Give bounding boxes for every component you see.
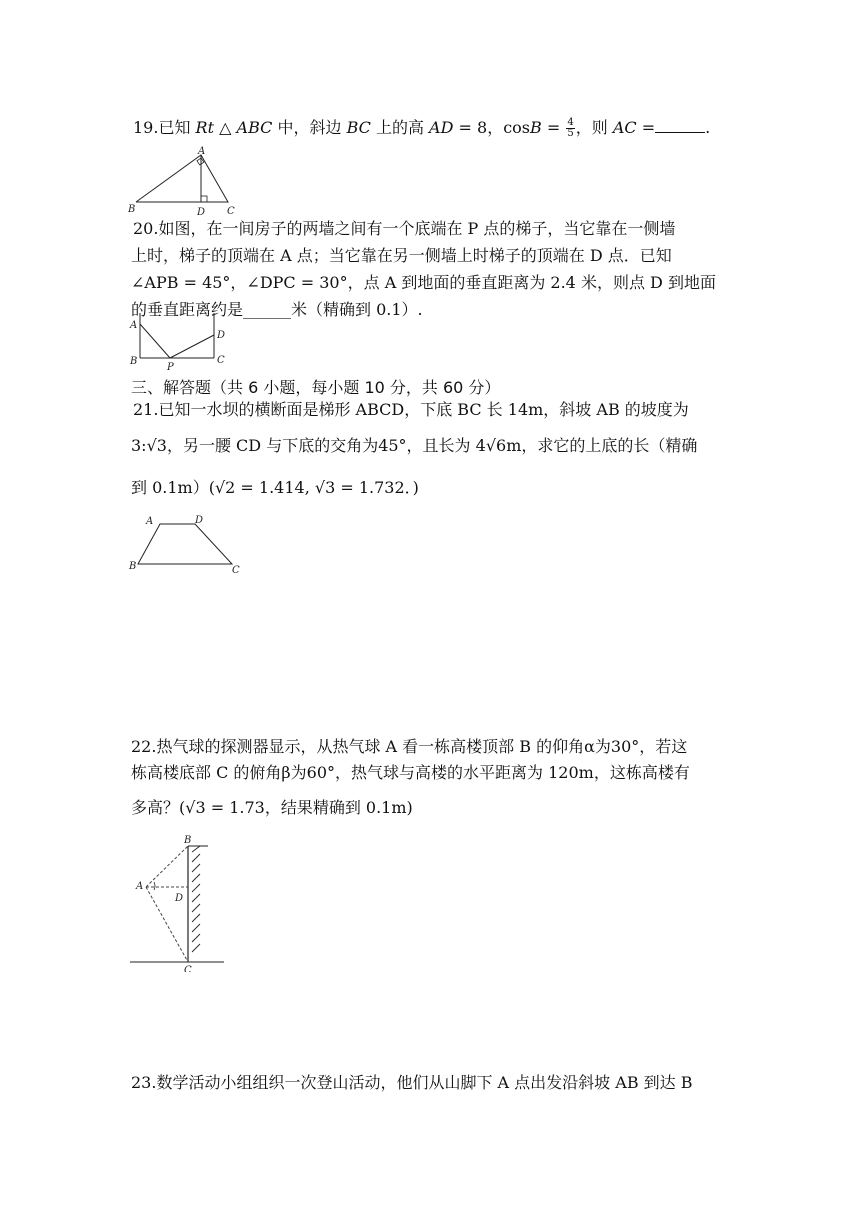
q21-trapezoid-figure xyxy=(126,512,246,576)
q21-label-c: C xyxy=(232,565,240,576)
q19-triangle-figure xyxy=(126,146,236,216)
q20-label-d: D xyxy=(217,330,226,341)
q21-label-d: D xyxy=(195,515,204,526)
q19-text: 19.已知 Rt △ ABC 中，斜边 BC 上的高 AD = 8，cosB = $\frac{4}{5}$ ，则 AC = . xyxy=(133,117,711,139)
q22-line1: 22.热气球的探测器显示，从热气球 A 看一栋高楼顶部 B 的仰角α为30°，若这 xyxy=(131,737,688,756)
q20-line1: 20.如图，在一间房子的两墙之间有一个底端在 P 点的梯子，当它靠在一侧墙 xyxy=(133,219,676,238)
q22-label-b: B xyxy=(184,835,192,846)
q21-label-a: A xyxy=(146,516,154,527)
q19-answer-blank xyxy=(655,118,705,133)
q21-line2: 3:√3，另一腰 CD 与下底的交角为45°，且长为 4√6m，求它的上底的长（精确 xyxy=(131,436,698,455)
q19-fraction: $\frac{4}{5}$ xyxy=(567,117,574,139)
q20-label-c: C xyxy=(217,355,225,366)
q21-line3: 到 0.1m）(√2 = 1.414, √3 = 1.732．) xyxy=(131,478,419,497)
q20-line2: 上时，梯子的顶端在 A 点；当它靠在另一侧墙上时梯子的顶端在 D 点．已知 xyxy=(131,246,672,265)
q22-line2: 栋高楼底部 C 的俯角β为60°，热气球与高楼的水平距离为 120m，这栋高楼有 xyxy=(131,763,690,782)
q20-line3: ∠APB = 45°，∠DPC = 30°，点 A 到地面的垂直距离为 2.4 米，则点 D 到地面 xyxy=(131,273,716,292)
q21-line1: 21.已知一水坝的横断面是梯形 ABCD，下底 BC 长 14m，斜坡 AB 的坡度为 xyxy=(133,400,689,419)
q20-label-p: P xyxy=(167,362,174,372)
q19-label-d: D xyxy=(197,207,206,216)
q20-ladder-figure xyxy=(126,310,236,372)
q22-label-c: C xyxy=(184,965,192,972)
q20-label-b: B xyxy=(130,356,138,367)
q19-label-a: A xyxy=(198,146,206,157)
q22-balloon-figure xyxy=(126,832,236,972)
q23-line1: 23.数学活动小组组织一次登山活动，他们从山脚下 A 点出发沿斜坡 AB 到达 B xyxy=(131,1073,693,1092)
q22-label-d: D xyxy=(175,893,184,904)
q20-line4: 的垂直距离约是______米（精确到 0.1）. xyxy=(131,300,423,319)
q22-label-a: A xyxy=(136,881,144,892)
q22-line3: 多高？(√3 = 1.73，结果精确到 0.1m) xyxy=(131,798,413,817)
q19-label-c: C xyxy=(227,206,235,216)
section3-heading: 三、解答题（共 6 小题，每小题 10 分，共 60 分） xyxy=(131,378,501,397)
q21-label-b: B xyxy=(129,561,137,572)
q19-prefix: 19.已知 xyxy=(133,118,196,137)
q20-label-a: A xyxy=(130,320,138,331)
q19-label-b: B xyxy=(128,204,136,215)
